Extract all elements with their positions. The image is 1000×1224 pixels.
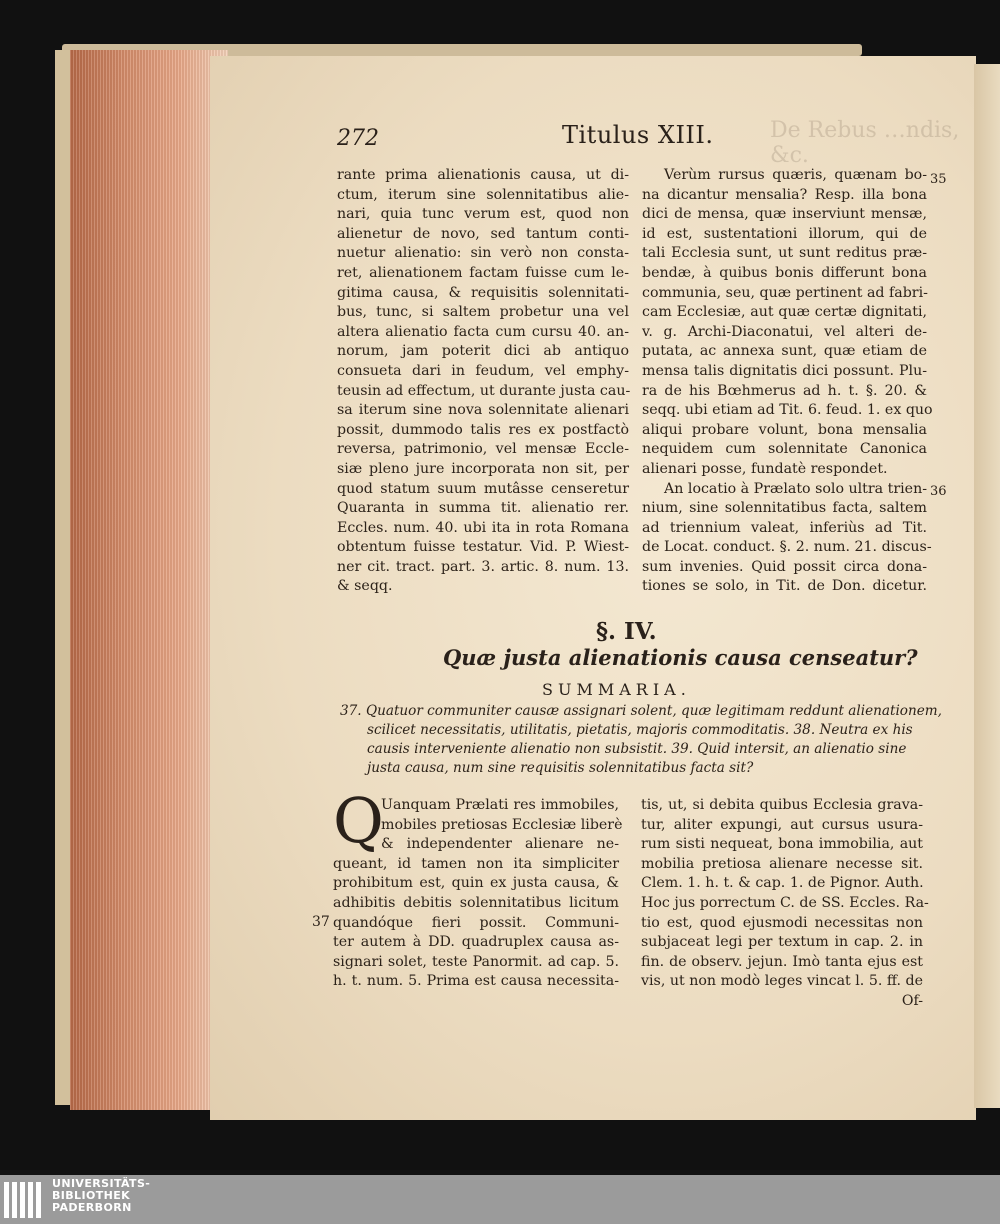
text-line: h. t. num. 5. Prima est causa necessita- (333, 973, 619, 990)
text-line: alienari posse, fundatè respondet. (642, 460, 888, 477)
text-line: ra de his Bœhmerus ad h. t. §. 20. & (642, 382, 927, 399)
text-line: ctum, iterum sine solennitatibus alie- (337, 186, 629, 203)
text-line: & seqq. (337, 578, 393, 595)
text-line: An locatio à Prælato solo ultra trien- (664, 480, 927, 497)
text-line: sum invenies. Quid possit circa dona- (642, 558, 927, 575)
text-line: tiones se solo, in Tit. de Don. dicetur. (642, 578, 927, 595)
text-line: mensa talis dignitatis dici possunt. Plu- (642, 362, 927, 379)
text-line: Verùm rursus quæris, quænam bo- (664, 167, 927, 183)
text-line: quod statum suum mutâsse censeretur (337, 480, 629, 497)
page-number: 272 (337, 126, 379, 151)
text-line: ad triennium valeat, inferiùs ad Tit. (642, 519, 927, 536)
text-line: nuetur alienatio: sin verò non consta- (337, 245, 629, 262)
text-line: Eccles. num. 40. ubi ita in rota Romana (337, 519, 629, 536)
text-line: reversa, patrimonio, vel mensæ Eccle- (337, 441, 629, 458)
summary-line: justa causa, num sine requisitis solennitatibus facta sit? (367, 760, 754, 776)
library-name-line: PADERBORN (52, 1201, 132, 1214)
text-line: nium, sine solennitatibus facta, saltem (642, 500, 927, 517)
text-line: de Locat. conduct. §. 2. num. 21. discus- (642, 539, 932, 556)
page-edges (70, 50, 228, 1110)
text-line: alienetur de novo, sed tantum conti- (337, 225, 629, 242)
text-line: tur, aliter expungi, aut cursus usura- (641, 816, 923, 833)
text-line: obtentum fuisse testatur. Vid. P. Wiest- (337, 539, 629, 556)
text-line: ner cit. tract. part. 3. artic. 8. num. 13. (337, 558, 629, 575)
text-line: queant, id tamen non ita simpliciter (333, 855, 619, 872)
text-line: Quaranta in summa tit. alienatio rer. (337, 500, 629, 517)
body-right-column (641, 796, 929, 1012)
right-column-text (642, 166, 933, 597)
text-line: bus, tunc, si saltem probetur una vel (337, 304, 629, 321)
text-line: mobiles pretiosas Ecclesiæ liberè (381, 816, 623, 833)
section-title: Quæ justa alienationis causa censeatur? (443, 645, 918, 670)
summaria-text (340, 702, 942, 778)
text-line: rum sisti nequeat, bona immobilia, aut (641, 836, 923, 853)
text-line: consueta dari in feudum, vel emphy- (337, 362, 629, 379)
summary-line: causis interveniente alienatio non subsistit. 39. Quid intersit, an alienatio sine (367, 741, 907, 757)
text-line: nequidem cum solennitate Canonica (642, 441, 927, 458)
text-line: subjaceat legi per textum in cap. 2. in (641, 934, 923, 951)
text-line: tis, ut, si debita quibus Ecclesia grava- (641, 797, 923, 813)
body-left-column (333, 796, 623, 992)
text-line: adhibitis debitis solennitatibus licitum (333, 894, 619, 911)
margin-number: 35 (930, 172, 947, 187)
drop-capital: Q (333, 784, 384, 857)
text-line: dici de mensa, quæ inserviunt mensæ, (642, 206, 927, 223)
text-line: signari solet, teste Panormit. ad cap. 5. (333, 953, 619, 970)
summary-line: 37. Quatuor communiter causæ assignari solent, quæ legitimam reddunt alienationem, (340, 703, 942, 719)
text-line: fin. de observ. jejun. Imò tanta ejus est (641, 953, 923, 970)
text-line: Uanquam Prælati res immobiles, (381, 797, 619, 813)
text-line: v. g. Archi-Diaconatui, vel alteri de- (642, 323, 927, 340)
running-title: Titulus XIII. (562, 121, 714, 149)
text-line: gitima causa, & requisitis solennitati- (337, 284, 629, 301)
left-column-text (337, 166, 629, 597)
text-line: prohibitum est, quin ex justa causa, & (333, 875, 619, 892)
section-number: §. IV. (596, 618, 657, 645)
summaria-heading: SUMMARIA. (542, 680, 691, 699)
margin-number: 36 (930, 484, 947, 499)
margin-number: 37 (312, 914, 330, 930)
text-line: Clem. 1. h. t. & cap. 1. de Pignor. Auth. (641, 875, 924, 892)
library-logo-icon (4, 1182, 44, 1218)
text-line: id est, sustentationi illorum, qui de (642, 225, 927, 242)
text-line: seqq. ubi etiam ad Tit. 6. feud. 1. ex quo (642, 402, 933, 419)
library-footer-bar (0, 1175, 1000, 1224)
library-name (52, 1178, 150, 1214)
text-line: aliqui probare volunt, bona mensalia (642, 421, 927, 438)
text-line: quandóque fieri possit. Communi- (333, 914, 619, 931)
text-line: possit, dummodo talis res ex postfactò (337, 421, 629, 438)
text-line: nari, quia tunc verum est, quod non (337, 206, 629, 223)
facing-leaf-edge (974, 64, 1000, 1108)
text-line: tali Ecclesia sunt, ut sunt reditus præ- (642, 245, 927, 262)
text-line: putata, ac annexa sunt, quæ etiam de (642, 343, 927, 360)
bleedthrough-text: De Rebus …ndis, &c. (770, 118, 960, 168)
text-line: bendæ, à quibus bonis differunt bona (642, 264, 927, 281)
text-line: Hoc jus porrectum C. de SS. Eccles. Ra- (641, 894, 929, 911)
catchword: Of- (901, 992, 923, 1009)
text-line: norum, jam poterit dici ab antiquo (337, 343, 629, 360)
text-line: siæ pleno jure incorporata non sit, per (337, 460, 629, 477)
text-line: & independenter alienare ne- (381, 836, 619, 853)
text-line: vis, ut non modò leges vincat l. 5. ff. de (641, 973, 923, 990)
text-line: cam Ecclesiæ, aut quæ certæ dignitati, (642, 304, 927, 321)
text-line: altera alienatio facta cum cursu 40. an- (337, 323, 629, 340)
text-line: mobilia pretiosa alienare necesse sit. (641, 855, 923, 872)
library-name-line: BIBLIOTHEK (52, 1189, 131, 1202)
text-line: tio est, quod ejusmodi necessitas non (641, 914, 923, 931)
summary-line: scilicet necessitatis, utilitatis, pietatis, majoris commoditatis. 38. Neutra ex his (367, 722, 913, 738)
text-line: communia, seu, quæ pertinent ad fabri- (642, 284, 928, 301)
text-line: na dicantur mensalia? Resp. illa bona (642, 186, 927, 203)
text-line: teusin ad effectum, ut durante justa cau- (337, 382, 631, 399)
library-name-line: UNIVERSITÄTS- (52, 1177, 151, 1190)
text-line: sa iterum sine nova solennitate alienari (337, 402, 629, 419)
text-line: ret, alienationem factam fuisse cum le- (337, 264, 629, 281)
text-line: ter autem à DD. quadruplex causa as- (333, 934, 619, 951)
text-line: rante prima alienationis causa, ut di- (337, 167, 629, 183)
